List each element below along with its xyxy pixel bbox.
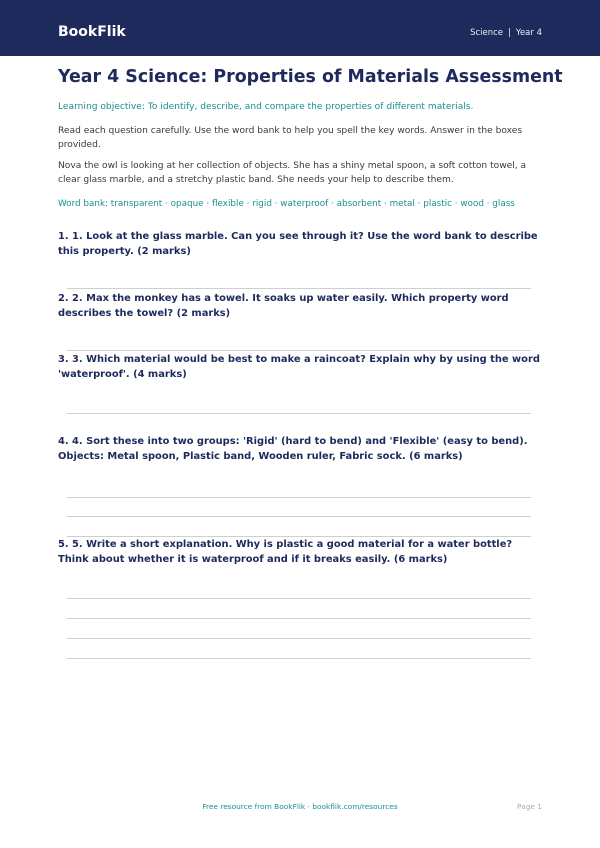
header-separator: | — [508, 28, 511, 38]
subject-label: Science — [470, 28, 504, 38]
question-1: 1. 1. Look at the glass marble. Can you see through it? Use the word bank to describe this property. (2 marks) — [58, 231, 538, 257]
answer-line-q5-b[interactable] — [67, 618, 531, 619]
learning-objective: Learning objective: To identify, describe, and compare the properties of different materials. — [58, 102, 474, 112]
answer-line-q4-b[interactable] — [67, 516, 531, 517]
page-title: Year 4 Science: Properties of Materials Assessment — [58, 67, 563, 87]
page-header — [0, 0, 600, 56]
page-number: Page 1 — [517, 802, 542, 811]
question-2: 2. 2. Max the monkey has a towel. It soaks up water easily. Which property word describes the towel? (2 marks) — [58, 293, 509, 319]
answer-line-q2[interactable] — [67, 350, 531, 351]
answer-line-q3[interactable] — [67, 413, 531, 414]
answer-line-q5-d[interactable] — [67, 658, 531, 659]
header-meta — [470, 28, 542, 39]
answer-line-q4-a[interactable] — [67, 497, 531, 498]
instructions-text: Read each question carefully. Use the word bank to help you spell the key words. Answer in the boxes provided. — [58, 126, 523, 150]
answer-line-q5-a[interactable] — [67, 598, 531, 599]
word-bank: Word bank: transparent · opaque · flexible · rigid · waterproof · absorbent · metal · plastic · wood · glass — [58, 199, 515, 209]
brand-logo: BookFlik — [58, 24, 126, 40]
question-5: 5. 5. Write a short explanation. Why is plastic a good material for a water bottle? Think about whether it is waterproof and if it breaks easily. (6 marks) — [58, 539, 513, 565]
question-3: 3. 3. Which material would be best to make a raincoat? Explain why by using the word 'waterproof'. (4 marks) — [58, 354, 540, 380]
scenario-text: Nova the owl is looking at her collection of objects. She has a shiny metal spoon, a soft cotton towel, a clear glass marble, and a stretchy plastic band. She needs your help to describe them. — [58, 161, 527, 185]
year-label: Year 4 — [515, 28, 542, 38]
footer-resource-link[interactable]: Free resource from BookFlik · bookflik.com/resources — [202, 802, 398, 811]
answer-line-q5-c[interactable] — [67, 638, 531, 639]
answer-line-q1[interactable] — [67, 288, 531, 289]
question-4: 4. 4. Sort these into two groups: 'Rigid' (hard to bend) and 'Flexible' (easy to bend). Objects: Metal spoon, Plastic band, Wooden ruler, Fabric sock. (6 marks) — [58, 436, 528, 462]
